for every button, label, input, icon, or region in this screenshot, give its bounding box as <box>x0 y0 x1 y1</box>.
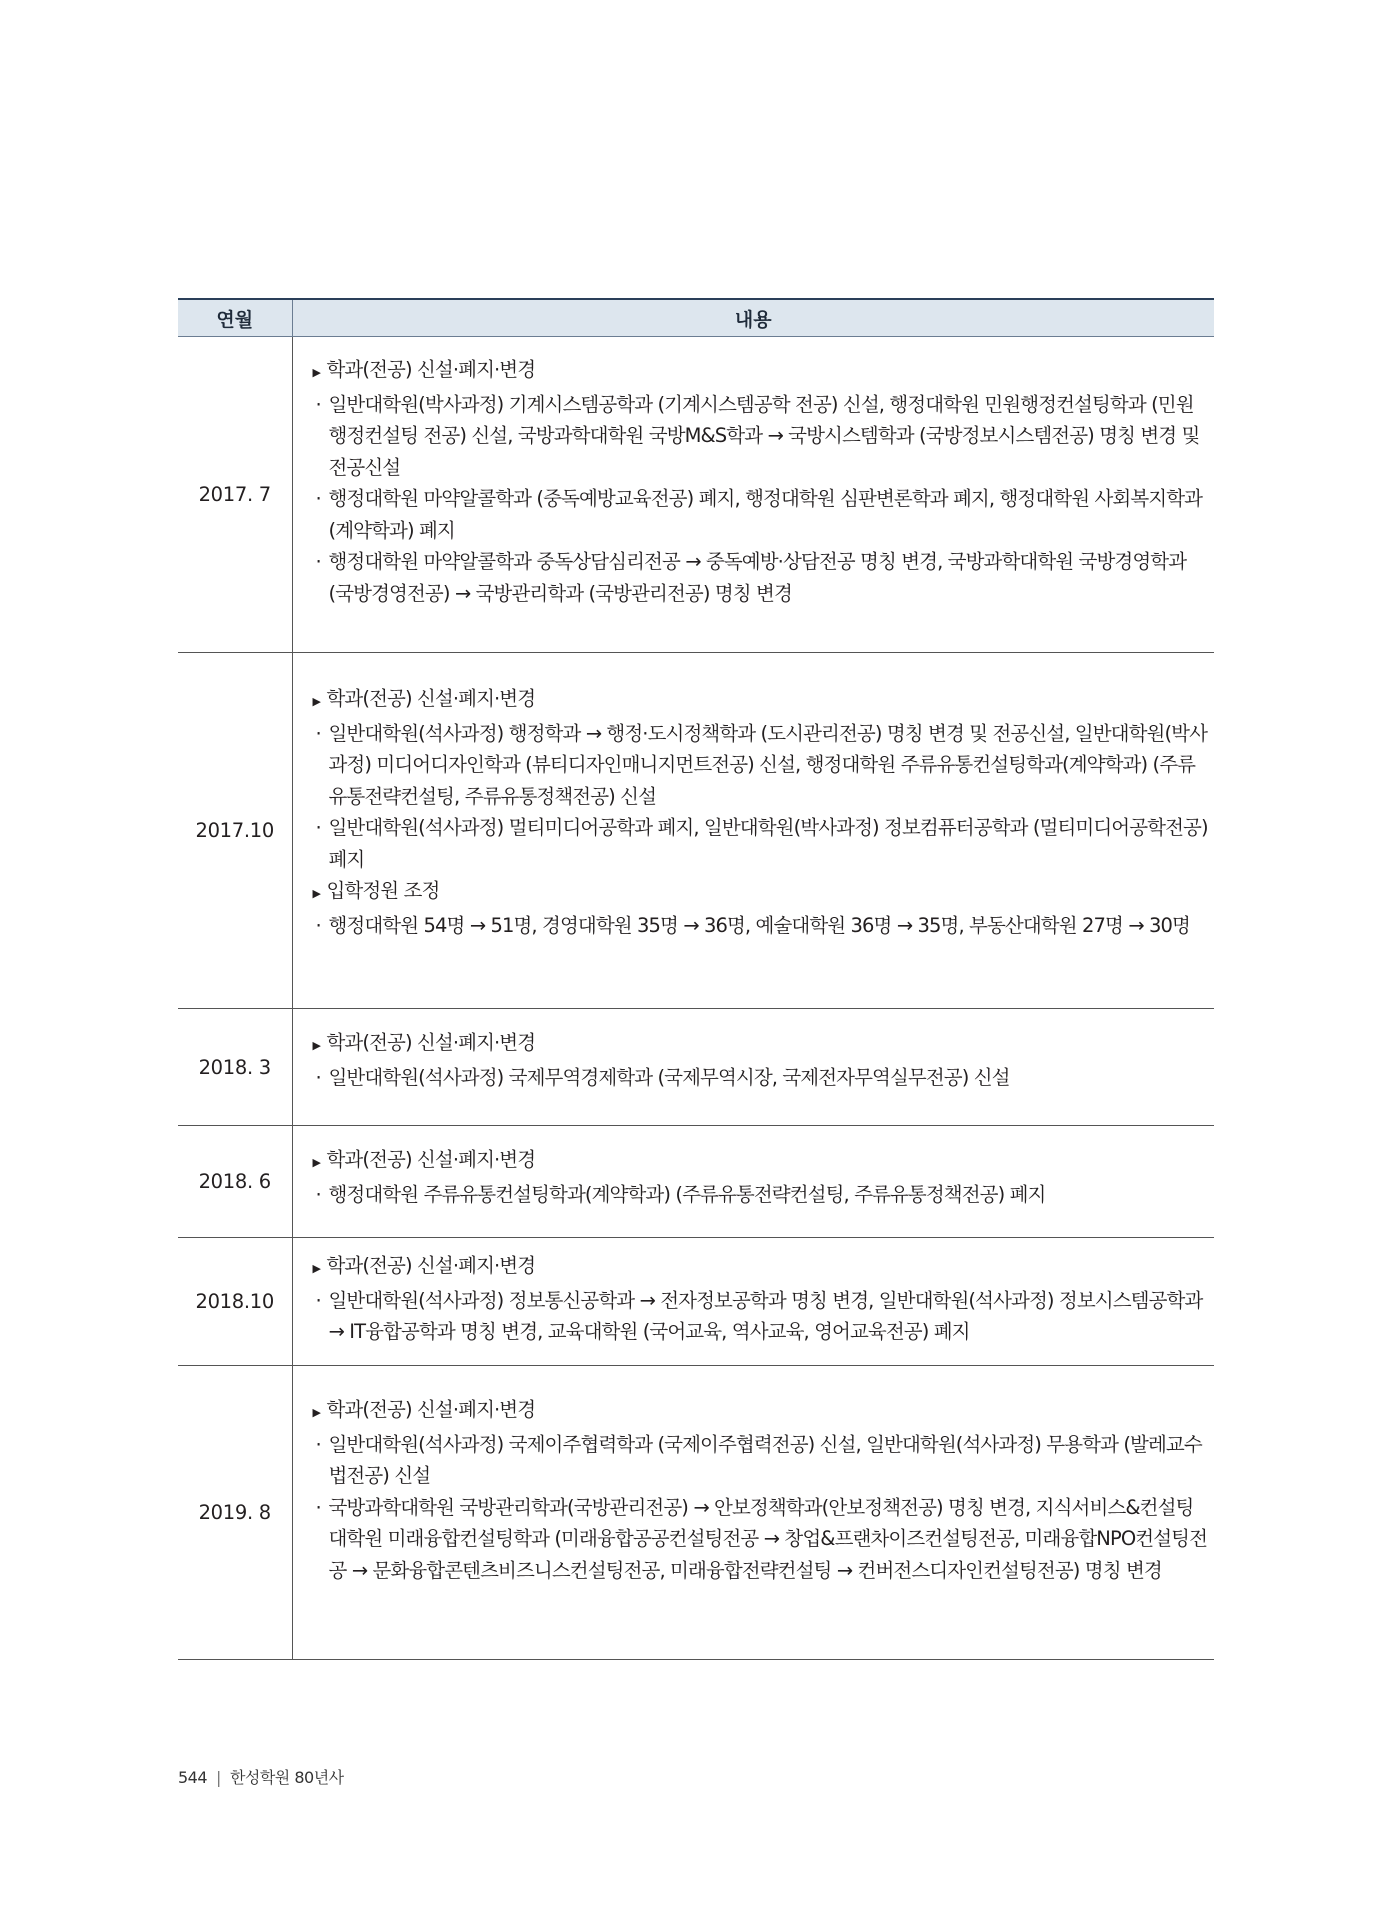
list-item-text: 일반대학원(석사과정) 국제무역경제학과 (국제무역시장, 국제전자무역실무전공) 신설 <box>328 1065 1010 1089</box>
header-content: 내용 <box>292 299 1214 337</box>
middle-dot-bullet-icon: · <box>315 1288 321 1312</box>
middle-dot-bullet-icon: · <box>315 1065 321 1089</box>
list-item-text: 일반대학원(박사과정) 기계시스템공학과 (기계시스템공학 전공) 신설, 행정대학원 민원행정컨설팅학과 (민원행정컨설팅 전공) 신설, 국방과학대학원 국방M&S학과 → 국방시스템학과 (국방정보시스템전공) 명칭 변경 및 전공신설 <box>328 392 1200 479</box>
section-title: 학과(전공) 신설·폐지·변경 <box>326 1398 536 1421</box>
list-item <box>313 1285 1209 1348</box>
list-item-text: 행정대학원 마약알콜학과 중독상담심리전공 → 중독예방·상담전공 명칭 변경, 국방과학대학원 국방경영학과 (국방경영전공) → 국방관리학과 (국방관리전공) 명칭 변경 <box>328 550 1187 605</box>
row-date: 2018. 6 <box>178 1126 292 1238</box>
triangle-bullet-icon: ▶ <box>312 887 321 900</box>
list-item <box>313 1492 1209 1587</box>
list-item-text: 일반대학원(석사과정) 행정학과 → 행정·도시정책학과 (도시관리전공) 명칭 변경 및 전공신설, 일반대학원(박사과정) 미디어디자인학과 (뷰티디자인매니지먼트전공) 신설, 행정대학원 주류유통컨설팅학과(계약학과) (주류유통전략컨설팅, 주류유통정책전공) 신설 <box>328 721 1208 808</box>
row-content <box>292 1009 1214 1126</box>
section-title: 학과(전공) 신설·폐지·변경 <box>326 1254 536 1277</box>
middle-dot-bullet-icon: · <box>315 1182 321 1206</box>
table-row <box>178 1366 1214 1660</box>
row-date: 2018. 3 <box>178 1009 292 1126</box>
row-content <box>292 1126 1214 1238</box>
triangle-bullet-icon: ▶ <box>312 366 321 379</box>
triangle-bullet-icon: ▶ <box>312 1156 321 1169</box>
list-item <box>313 389 1209 484</box>
list-item <box>313 1429 1209 1492</box>
row-content <box>292 1366 1214 1660</box>
list-item-text: 국방과학대학원 국방관리학과(국방관리전공) → 안보정책학과(안보정책전공) 명칭 변경, 지식서비스&컨설팅대학원 미래융합컨설팅학과 (미래융합공공컨설팅전공 → 창업&프랜차이즈컨설팅전공, 미래융합NPO컨설팅전공 → 문화융합콘텐츠비즈니스컨설팅전공, 미래융합전략컨설팅 → 컨버전스디자인컨설팅전공) 명칭 변경 <box>328 1495 1208 1582</box>
footer-separator: | <box>216 1768 221 1787</box>
middle-dot-bullet-icon: · <box>315 816 321 839</box>
middle-dot-bullet-icon: · <box>315 913 321 937</box>
list-item <box>313 910 1209 942</box>
book-title: 한성학원 80년사 <box>229 1768 344 1787</box>
page-number: 544 <box>178 1768 208 1787</box>
section-heading <box>313 354 1209 389</box>
section-title: 입학정원 조정 <box>326 879 440 902</box>
table-header <box>178 299 1214 337</box>
table-row <box>178 653 1214 1009</box>
table-body <box>178 337 1214 1660</box>
row-content <box>292 653 1214 1009</box>
page-footer <box>178 1765 344 1788</box>
list-item-text: 일반대학원(석사과정) 국제이주협력학과 (국제이주협력전공) 신설, 일반대학원(석사과정) 무용학과 (발레교수법전공) 신설 <box>328 1432 1202 1487</box>
history-table <box>178 298 1214 1660</box>
row-date: 2017.10 <box>178 653 292 1009</box>
header-date: 연월 <box>178 299 292 337</box>
section-heading <box>313 683 1209 718</box>
triangle-bullet-icon: ▶ <box>312 1262 321 1275</box>
list-item <box>313 1179 1209 1211</box>
list-item-text: 일반대학원(석사과정) 정보통신공학과 → 전자정보공학과 명칭 변경, 일반대학원(석사과정) 정보시스템공학과 → IT융합공학과 명칭 변경, 교육대학원 (국어교육, 역사교육, 영어교육전공) 폐지 <box>328 1288 1203 1343</box>
section-title: 학과(전공) 신설·폐지·변경 <box>326 1148 536 1171</box>
section-title: 학과(전공) 신설·폐지·변경 <box>326 358 536 381</box>
row-content <box>292 1238 1214 1366</box>
middle-dot-bullet-icon: · <box>315 1432 321 1456</box>
list-item <box>313 546 1209 609</box>
section-heading <box>313 1394 1209 1429</box>
table-row <box>178 1009 1214 1126</box>
section-title: 학과(전공) 신설·폐지·변경 <box>326 687 536 710</box>
list-item-text: 행정대학원 주류유통컨설팅학과(계약학과) (주류유통전략컨설팅, 주류유통정책전공) 폐지 <box>328 1182 1046 1206</box>
row-date: 2018.10 <box>178 1238 292 1366</box>
triangle-bullet-icon: ▶ <box>312 695 321 708</box>
section-heading <box>313 1027 1209 1062</box>
middle-dot-bullet-icon: · <box>315 721 321 745</box>
table-row <box>178 1126 1214 1238</box>
middle-dot-bullet-icon: · <box>315 487 321 510</box>
section-heading <box>313 1250 1209 1285</box>
list-item-text: 일반대학원(석사과정) 멀티미디어공학과 폐지, 일반대학원(박사과정) 정보컴퓨터공학과 (멀티미디어공학전공) 폐지 <box>328 816 1208 871</box>
section-heading <box>313 1144 1209 1179</box>
list-item-text: 행정대학원 마약알콜학과 (중독예방교육전공) 폐지, 행정대학원 심판변론학과 폐지, 행정대학원 사회복지학과(계약학과) 폐지 <box>328 487 1203 542</box>
middle-dot-bullet-icon: · <box>315 392 321 416</box>
row-date: 2019. 8 <box>178 1366 292 1660</box>
list-item <box>313 718 1209 813</box>
list-item <box>313 483 1209 546</box>
table-row <box>178 337 1214 653</box>
list-item-text: 행정대학원 54명 → 51명, 경영대학원 35명 → 36명, 예술대학원 36명 → 35명, 부동산대학원 27명 → 30명 <box>328 913 1190 937</box>
section-title: 학과(전공) 신설·폐지·변경 <box>326 1031 536 1054</box>
middle-dot-bullet-icon: · <box>315 1495 321 1519</box>
triangle-bullet-icon: ▶ <box>312 1406 321 1419</box>
row-date: 2017. 7 <box>178 337 292 653</box>
list-item <box>313 1062 1209 1094</box>
list-item <box>313 812 1209 875</box>
row-content <box>292 337 1214 653</box>
triangle-bullet-icon: ▶ <box>312 1039 321 1052</box>
section-heading <box>313 875 1209 910</box>
middle-dot-bullet-icon: · <box>315 550 321 573</box>
table-row <box>178 1238 1214 1366</box>
